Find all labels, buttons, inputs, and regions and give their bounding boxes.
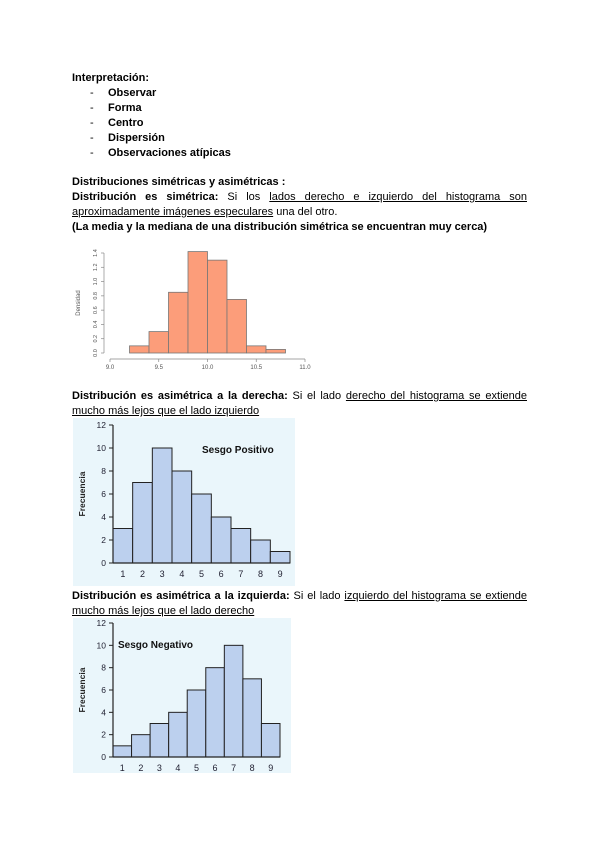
x-tick-label: 4	[179, 569, 185, 579]
y-tick-label: 12	[96, 618, 106, 628]
symmetric-note: (La media y la mediana de una distribución simétrica se encuentran muy cerca)	[72, 221, 488, 233]
histogram-bar	[188, 252, 208, 353]
y-tick-label: 2	[101, 535, 106, 545]
list-item: - Centro	[90, 117, 144, 129]
x-tick-label: 3	[159, 569, 165, 579]
y-tick-label: 0.2	[93, 334, 99, 343]
x-tick-label: 4	[175, 763, 181, 773]
y-tick-label: 10	[96, 443, 106, 453]
histogram-bar	[227, 299, 247, 353]
x-tick-label: 1	[119, 763, 125, 773]
x-tick-label: 9.0	[105, 365, 115, 371]
x-tick-label: 11.0	[299, 365, 311, 371]
list-item: - Observaciones atípicas	[90, 147, 231, 159]
x-tick-label: 9	[277, 569, 283, 579]
x-tick-label: 10.0	[201, 365, 214, 371]
y-tick-label: 1.2	[93, 263, 99, 272]
y-axis-label: Frecuencia	[77, 667, 87, 713]
histogram-bar	[192, 494, 212, 563]
y-axis-label: Frecuencia	[77, 471, 87, 517]
y-tick-label: 0	[101, 752, 106, 762]
histogram-bar	[132, 735, 151, 757]
y-tick-label: 0.8	[93, 292, 99, 300]
left-skew-paragraph-line1: Distribución es asimétrica a la izquierda: Si el lado izquierdo del histograma se extiende	[72, 590, 527, 602]
positive-skew-histogram	[73, 418, 295, 586]
y-tick-label: 4	[101, 707, 106, 718]
histogram-bar	[206, 668, 225, 757]
histogram-bar	[251, 540, 271, 563]
x-tick-label: 1	[120, 569, 126, 579]
y-tick-label: 0.0	[93, 349, 99, 357]
histogram-bar	[152, 448, 172, 563]
x-tick-label: 6	[212, 763, 218, 773]
x-tick-label: 2	[139, 569, 146, 579]
histogram-bar	[113, 529, 133, 564]
histogram-bar	[133, 483, 153, 564]
x-tick-label: 2	[138, 763, 144, 773]
x-tick-label: 3	[156, 763, 162, 773]
y-tick-label: 8	[101, 466, 106, 476]
x-tick-label: 8	[257, 569, 264, 579]
section-title: Distribuciones simétricas y asimétricas :	[72, 176, 286, 188]
histogram-bar	[270, 552, 290, 564]
x-tick-label: 9.5	[154, 365, 163, 371]
y-tick-label: 4	[101, 512, 106, 522]
right-skew-paragraph-line2: mucho más lejos que el lado izquierdo	[72, 405, 260, 417]
y-tick-label: 6	[101, 685, 106, 695]
histogram-bar	[149, 332, 169, 353]
list-item: - Dispersión	[90, 132, 165, 144]
histogram-bar	[150, 724, 169, 758]
histogram-bar	[224, 645, 243, 757]
right-skew-paragraph-line1: Distribución es asimétrica a la derecha: Si el lado derecho del histograma se extiende	[72, 390, 527, 402]
symmetric-paragraph-line2: aproximadamente imágenes especulares una del otro.	[72, 206, 338, 218]
histogram-bar	[243, 679, 262, 757]
x-tick-label: 6	[218, 569, 224, 579]
x-tick-label: 8	[249, 763, 255, 773]
histogram-bar	[208, 260, 228, 353]
y-tick-label: 8	[101, 662, 106, 673]
negative-skew-histogram	[73, 618, 291, 773]
histogram-bar	[187, 690, 206, 757]
histogram-bar	[266, 349, 286, 353]
y-tick-label: 0.6	[93, 306, 99, 314]
x-tick-label: 5	[198, 569, 205, 579]
histogram-bar	[211, 517, 231, 563]
y-tick-label: 6	[101, 489, 106, 499]
histogram-bar	[247, 346, 267, 353]
x-tick-label: 9	[268, 763, 274, 773]
histogram-bar	[169, 712, 188, 757]
histogram-bar	[169, 292, 189, 353]
histogram-bar	[113, 746, 132, 757]
list-item: - Forma	[90, 102, 142, 114]
x-tick-label: 7	[238, 569, 244, 579]
symmetric-paragraph-line1: Distribución es simétrica: Si los lados derecho e izquierdo del histograma son	[72, 191, 527, 203]
interpretation-title: Interpretación:	[72, 72, 150, 84]
y-tick-label: 2	[101, 729, 106, 740]
histogram-bar	[231, 529, 251, 564]
y-tick-label: 1.0	[93, 277, 99, 286]
y-tick-label: 1.4	[93, 249, 99, 257]
y-axis-label: Densidad	[76, 290, 82, 316]
list-item: - Observar	[90, 87, 157, 99]
x-tick-label: 10.5	[250, 365, 263, 371]
x-tick-label: 5	[193, 763, 200, 773]
y-tick-label: 0.4	[93, 320, 99, 329]
y-tick-label: 0	[101, 558, 106, 568]
chart-title: Sesgo Negativo	[118, 640, 194, 651]
histogram-bar	[130, 346, 150, 353]
symmetric-histogram	[60, 240, 320, 375]
x-tick-label: 7	[231, 763, 237, 773]
y-tick-label: 12	[96, 420, 106, 430]
histogram-bar	[261, 724, 280, 758]
chart-title: Sesgo Positivo	[202, 445, 274, 456]
left-skew-paragraph-line2: mucho más lejos que el lado derecho	[72, 605, 255, 617]
y-tick-label: 10	[96, 640, 106, 651]
histogram-bar	[172, 471, 192, 563]
